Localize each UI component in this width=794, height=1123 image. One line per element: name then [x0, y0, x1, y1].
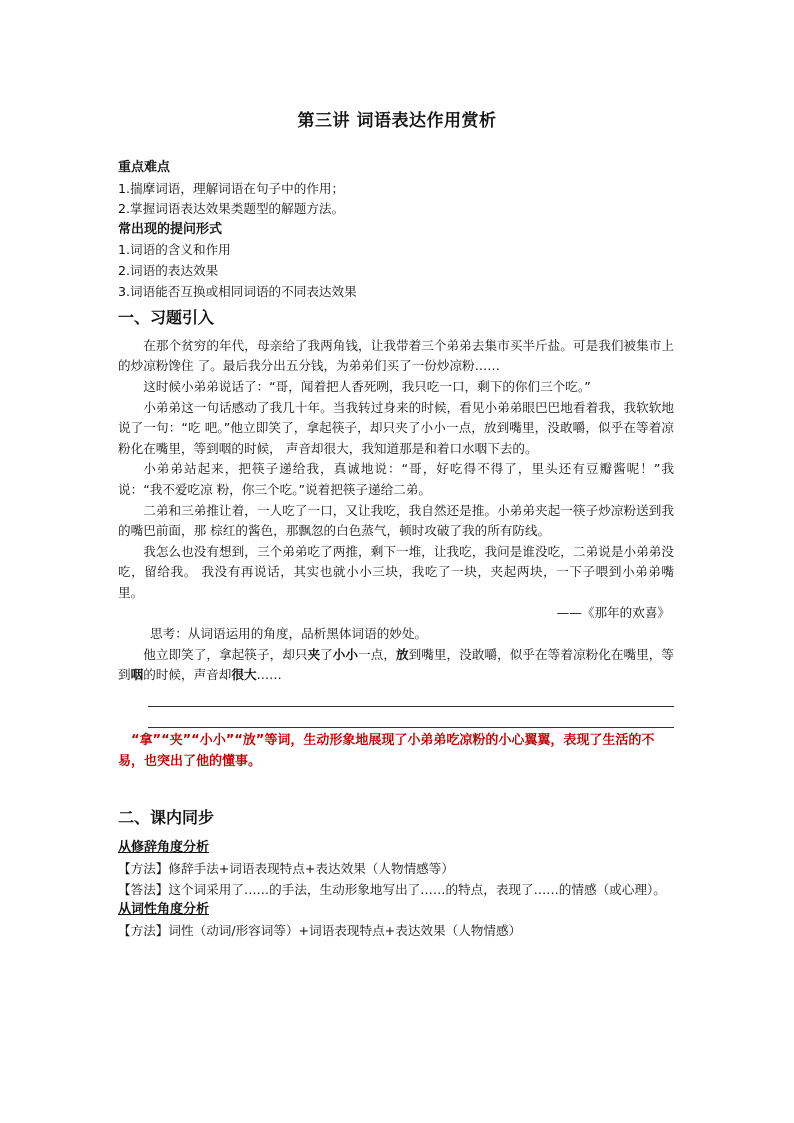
quote-text: …… [256, 667, 282, 683]
bold-word: 夹 [307, 646, 321, 662]
rhetoric-method [118, 859, 674, 880]
quote-text: 他立即笑了，拿起筷子，却只 [143, 646, 308, 662]
key-point-item: 2.掌握词语表达效果类题型的解题方法。 [118, 201, 345, 217]
page-title: 第三讲 词语表达作用赏析 [297, 111, 497, 131]
answer-line [148, 707, 674, 728]
question-forms-heading: 常出现的提问形式 [118, 221, 223, 237]
answer-method-text: 这个词采用了……的手法，生动形象地写出了……的特点，表现了……的情感（或心理）。 [168, 881, 666, 897]
content [118, 158, 674, 941]
section1-heading: 一、习题引入 [118, 308, 215, 328]
quote-text: 一点， [358, 646, 396, 662]
rhetoric-heading: 从修辞角度分析 [118, 840, 210, 856]
method-label: 【方法】 [118, 922, 169, 938]
story-paragraph: 小弟弟站起来，把筷子递给我，真诚地说：“哥，好吃得不得了，里头还有豆瓣酱呢！”我说：“我不爱吃凉 粉，你三个吃。”说着把筷子递给二弟。 [118, 461, 674, 497]
story-paragraph: 二弟和三弟推让着，一人吃了一口，又让我吃，我自然还是推。小弟弟夹起一筷子炒凉粉送到我的嘴巴前面，那 棕红的酱色，那飘忽的白色蒸气，顿时攻破了我的所有防线。 [118, 502, 674, 539]
quote-text: 了 [320, 646, 333, 662]
quote-text: 的时候，声音却 [143, 667, 232, 683]
pos-method [118, 921, 674, 942]
story-paragraph: 这时候小弟弟说话了：“哥，闻着把人香死咧，我只吃一口，剩下的你们三个吃。” [143, 378, 591, 394]
bold-word: 小小 [332, 646, 359, 662]
story-paragraph: 在那个贫穷的年代，母亲给了我两角钱，让我带着三个弟弟去集市买半斤盐。可是我们被集市上的炒凉粉馋住 了。最后我分出五分钱，为弟弟们买了一份炒凉粉…… [118, 337, 674, 374]
quote-paragraph [118, 645, 674, 686]
spacer [118, 772, 674, 808]
answer-line [148, 686, 674, 707]
story-paragraph: 我怎么也没有想到，三个弟弟吃了两推，剩下一堆，让我吃，我问是谁没吃，二弟说是小弟弟没吃，留给我。 我没有再说话，其实也就小小三块，我吃了一块，夹起两块，一下子喂到小弟弟嘴里。 [118, 543, 674, 600]
question-form-item: 1.词语的含义和作用 [118, 242, 231, 258]
key-points-heading: 重点难点 [118, 160, 171, 175]
bold-word: 咽 [130, 667, 144, 683]
method-text: 词性（动词/形容词等）+词语表现特点+表达效果（人物情感） [168, 922, 522, 938]
key-point-item: 1.揣摩词语，理解词语在句子中的作用； [118, 180, 345, 196]
answer-text: “拿”“夹”“小小”“放”等词，生动形象地展现了小弟弟吃凉粉的小心翼翼，表现了生活的不易，也突出了他的懂事。 [118, 732, 655, 769]
bold-word: 很大 [231, 667, 257, 683]
answer-label: 【答法】 [118, 881, 169, 897]
question-form-item: 2.词语的表达效果 [118, 262, 219, 278]
bold-word: 放 [396, 646, 409, 662]
pos-heading: 从词性角度分析 [118, 902, 210, 918]
method-text: 修辞手法+词语表现特点+表达效果（人物情感等） [168, 861, 454, 877]
question-form-item: 3.词语能否互换或相同词语的不同表达效果 [118, 283, 357, 299]
method-label: 【方法】 [118, 861, 169, 877]
source-citation: ——《那年的欢喜》 [556, 605, 670, 621]
think-prompt: 思考：从词语运用的角度，品析黑体词语的妙处。 [150, 626, 428, 642]
rhetoric-answer [118, 880, 674, 901]
quote-text: 到嘴里，没敢嚼，似乎在等着凉粉化在嘴里，等到 [118, 646, 675, 683]
section2-heading: 二、课内同步 [118, 807, 215, 827]
story-paragraph: 小弟弟这一句话感动了我几十年。当我转过身来的时候，看见小弟弟眼巴巴地看着我，我软软地说了一句：“吃 吧。”他立即笑了，拿起筷子，却只夹了小小一点，放到嘴里，没敢嚼，似乎在等着凉粉化在嘴里，等到咽的时候， 声音却很大，我知道那是和着口水咽下去的。 [118, 399, 674, 456]
